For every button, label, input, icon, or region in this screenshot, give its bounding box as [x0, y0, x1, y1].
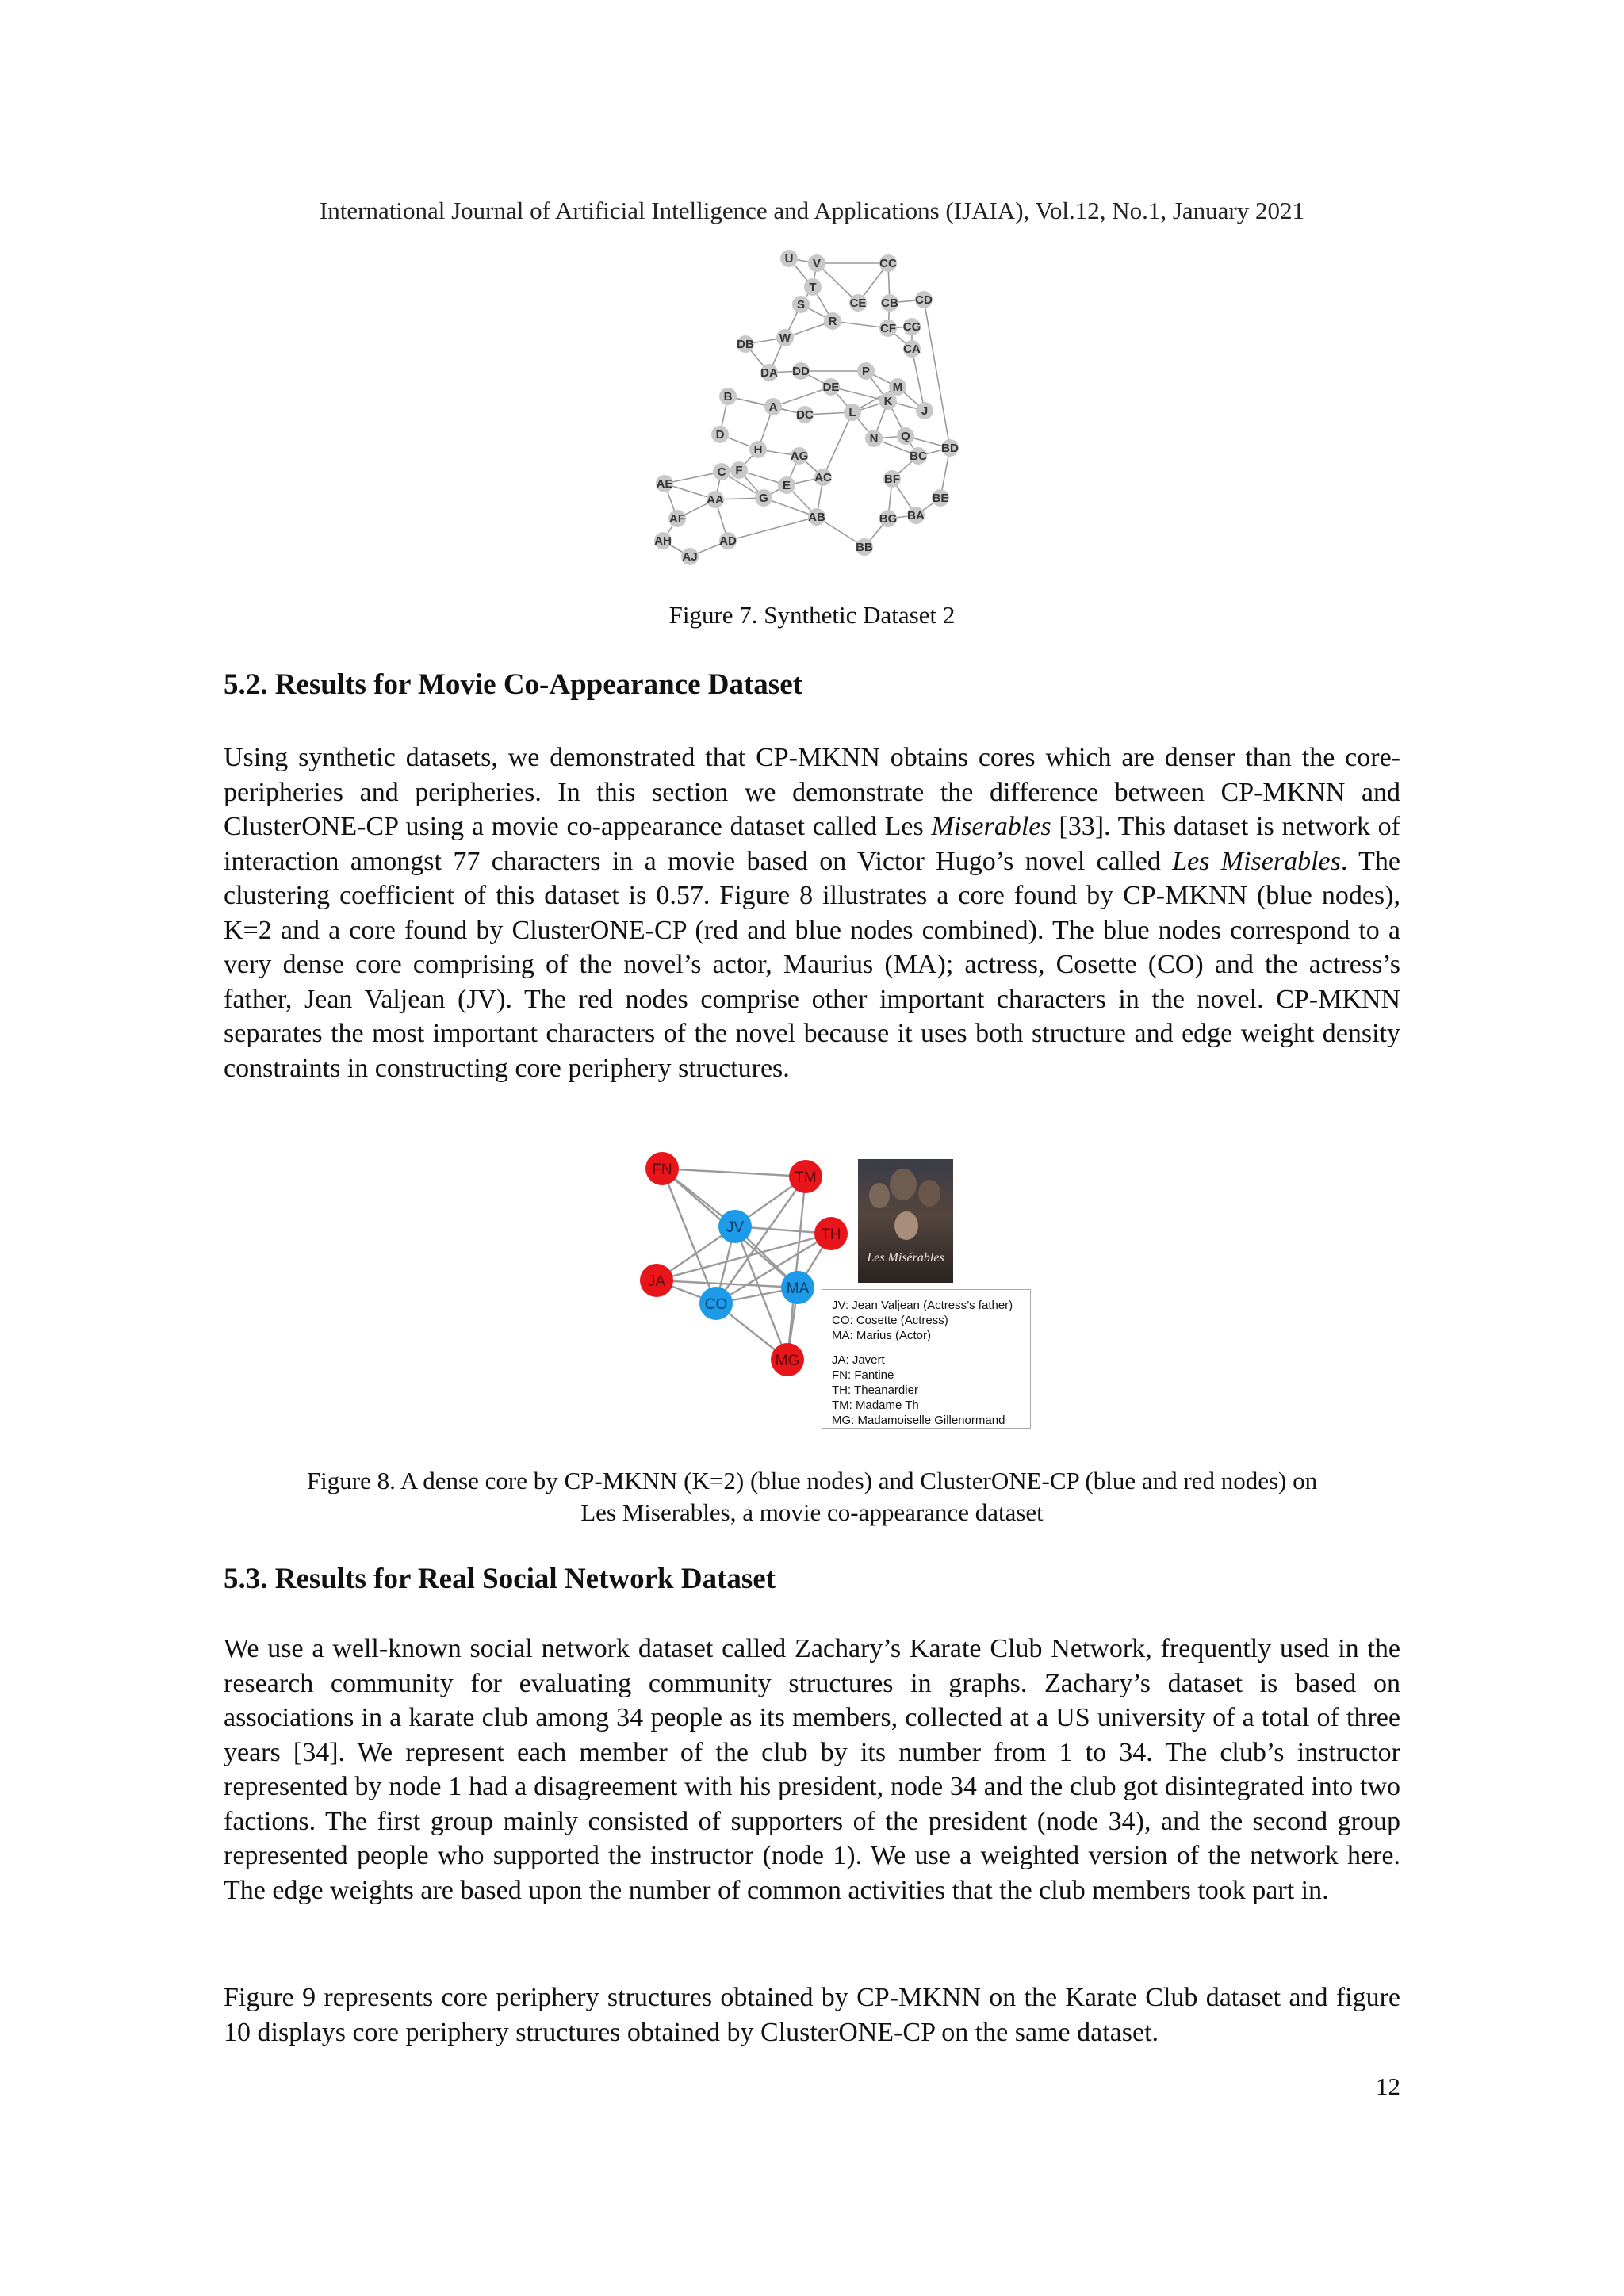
- svg-text:TH: TH: [821, 1226, 841, 1243]
- node-h: [749, 441, 767, 458]
- svg-text:BE: BE: [932, 492, 949, 505]
- edge: [728, 517, 817, 541]
- legend-item-jv: JV: Jean Valjean (Actress’s father): [832, 1299, 1013, 1312]
- section-5-2-title: 5.2. Results for Movie Co-Appearance Dataset: [224, 668, 802, 701]
- node-dd: [792, 362, 810, 380]
- svg-text:CB: CB: [881, 297, 898, 310]
- svg-text:BB: BB: [856, 541, 873, 554]
- node-p: [857, 362, 875, 380]
- svg-text:AH: AH: [654, 534, 672, 548]
- legend-item-ma: MA: Marius (Actor): [832, 1329, 932, 1342]
- svg-text:S: S: [796, 298, 806, 312]
- svg-text:V: V: [812, 257, 822, 270]
- svg-text:CC: CC: [879, 257, 897, 270]
- svg-text:DC: DC: [796, 408, 814, 422]
- svg-text:CG: CG: [902, 320, 921, 334]
- svg-text:AG: AG: [790, 450, 809, 463]
- legend-item-fn: FN: Fantine: [832, 1368, 894, 1382]
- svg-text:H: H: [753, 443, 763, 457]
- figure-7-caption: Figure 7. Synthetic Dataset 2: [668, 601, 956, 629]
- svg-text:JV: JV: [726, 1219, 745, 1236]
- node-bb: [856, 538, 873, 556]
- legend-item-tm: TM: Madame Th: [832, 1399, 919, 1412]
- section-5-2-paragraph: Using synthetic datasets, we demonstrated that CP-MKNN obtains cores which are denser than the core-peripheries and peripheries. In this section we demonstrate the difference between CP-MKNN and ClusterONE-CP using a movie co-appearance dataset called Les Miserables [33]. This dataset is network of interaction amongst 77 characters in a movie based on Victor Hugo’s novel called Les Miserables. The clustering coefficient of this dataset is 0.57. Figure 8 illustrates a core found by CP-MKNN (blue nodes), K=2 and a core found by ClusterONE-CP (red and blue nodes combined). The blue nodes correspond to a very dense core comprising of the novel’s actor, Maurius (MA); actress, Cosette (CO) and the actress’s father, Jean Valjean (JV). The red nodes comprise other important characters in the novel. CP-MKNN separates the most important characters of the novel because it uses both structure and edge weight density constraints in constructing core periphery structures.: [224, 743, 1400, 1083]
- node-r: [824, 312, 841, 330]
- node-n: [865, 430, 883, 447]
- node-q: [897, 427, 914, 445]
- svg-text:CE: CE: [849, 297, 867, 310]
- node-ca: [903, 340, 921, 358]
- svg-text:TM: TM: [795, 1169, 817, 1186]
- svg-text:W: W: [779, 331, 791, 345]
- svg-text:AA: AA: [707, 493, 724, 507]
- node-ba: [907, 507, 925, 524]
- node-ad: [719, 532, 737, 549]
- figure-8-network: [626, 1142, 848, 1380]
- page-number: 12: [1376, 2072, 1400, 2100]
- svg-text:N: N: [869, 432, 879, 446]
- svg-text:J: J: [921, 404, 929, 418]
- node-a: [764, 398, 782, 415]
- svg-text:C: C: [717, 465, 726, 479]
- node-u: [780, 250, 798, 267]
- node-de: [822, 378, 840, 396]
- node-aj: [681, 548, 699, 565]
- node-bg: [879, 510, 898, 527]
- node-mg: [771, 1343, 804, 1376]
- node-c: [713, 463, 730, 480]
- svg-text:BF: BF: [884, 473, 900, 486]
- svg-text:AJ: AJ: [682, 550, 698, 564]
- svg-text:CF: CF: [880, 322, 896, 335]
- node-w: [776, 329, 794, 346]
- section-5-3-paragraph-1: We use a well-known social network dataset called Zachary’s Karate Club Network, frequently used in the research community for evaluating community structures in graphs. Zachary’s dataset is based on associations in a karate club among 34 people as its members, collected at a US university of a total of three years [34]. We represent each member of the club by its number from 1 to 34. The club’s instructor represented by node 1 had a disagreement with his president, node 34 and the club got disintegrated into two factions. The first group mainly consisted of supporters of the president (node 34), and the second group represented people who supported the instructor (node 1). We use a weighted version of the network here. The edge weights are based upon the number of common activities that the club members took part in.: [224, 1634, 1400, 1905]
- les-miserables-poster-image: [858, 1159, 953, 1283]
- node-ce: [849, 294, 867, 312]
- figure-7-network: [650, 246, 983, 579]
- svg-text:Q: Q: [901, 430, 910, 443]
- node-db: [737, 335, 754, 353]
- edge: [665, 472, 722, 484]
- svg-text:BA: BA: [907, 509, 925, 522]
- node-d: [711, 426, 729, 443]
- svg-text:DA: DA: [760, 366, 778, 380]
- svg-text:D: D: [715, 428, 725, 442]
- node-k: [879, 392, 897, 410]
- node-aa: [707, 491, 724, 508]
- node-cc: [879, 254, 897, 272]
- node-dc: [796, 406, 814, 423]
- node-cb: [881, 294, 898, 312]
- edge: [823, 412, 852, 477]
- svg-text:JA: JA: [647, 1273, 666, 1290]
- node-cf: [879, 320, 897, 337]
- svg-text:L: L: [848, 406, 856, 419]
- svg-text:FN: FN: [652, 1161, 672, 1178]
- node-ag: [791, 447, 809, 465]
- legend-item-ja: JA: Javert: [832, 1353, 885, 1367]
- svg-text:AF: AF: [669, 512, 685, 526]
- node-s: [792, 296, 810, 313]
- svg-text:CD: CD: [915, 293, 933, 307]
- node-jv: [718, 1210, 752, 1243]
- svg-text:BG: BG: [879, 512, 898, 526]
- figure-8-legend: [822, 1289, 1031, 1429]
- svg-text:M: M: [892, 381, 903, 394]
- svg-text:DB: DB: [737, 338, 754, 351]
- node-ah: [654, 532, 672, 549]
- running-header: International Journal of Artificial Intelligence and Applications (IJAIA), Vol.12, No.1, January 2021: [319, 197, 1304, 224]
- svg-text:F: F: [735, 464, 743, 477]
- svg-text:AE: AE: [656, 477, 673, 491]
- node-j: [916, 402, 933, 419]
- node-l: [844, 404, 861, 421]
- node-bc: [910, 447, 927, 465]
- node-m: [889, 378, 906, 396]
- node-e: [778, 476, 795, 494]
- node-bd: [941, 439, 959, 457]
- node-g: [755, 489, 772, 507]
- svg-text:B: B: [723, 390, 733, 404]
- node-ja: [640, 1264, 673, 1297]
- node-ma: [781, 1271, 814, 1304]
- svg-text:AB: AB: [808, 511, 825, 524]
- legend-item-co: CO: Cosette (Actress): [832, 1314, 948, 1327]
- svg-text:BD: BD: [941, 442, 959, 455]
- legend-item-th: TH: Theanardier: [832, 1383, 918, 1397]
- node-th: [814, 1217, 848, 1250]
- svg-text:DE: DE: [822, 381, 840, 394]
- svg-text:DD: DD: [792, 365, 810, 378]
- node-ae: [656, 475, 673, 492]
- node-be: [932, 489, 949, 507]
- node-tm: [789, 1160, 822, 1193]
- node-da: [760, 364, 778, 381]
- legend-item-mg: MG: Madamoiselle Gillenormand: [832, 1414, 1005, 1427]
- poster-title: Les Misérables: [867, 1251, 944, 1265]
- node-t: [804, 278, 822, 296]
- node-fn: [645, 1152, 679, 1185]
- edge: [924, 300, 950, 448]
- node-bf: [883, 470, 901, 488]
- section-5-3-paragraph-2: Figure 9 represents core periphery structures obtained by CP-MKNN on the Karate Club dataset and figure 10 displays core periphery structures obtained by ClusterONE-CP on the same dataset.: [224, 1983, 1400, 2047]
- node-v: [808, 254, 825, 272]
- node-af: [668, 510, 686, 527]
- node-co: [699, 1287, 733, 1320]
- figure-8-caption: Figure 8. A dense core by CP-MKNN (K=2) (blue nodes) and ClusterONE-CP (blue and red nodes) on Les Miserables, a movie co-appearance dataset: [306, 1467, 1318, 1526]
- svg-text:CO: CO: [704, 1296, 728, 1313]
- svg-text:A: A: [768, 400, 778, 414]
- svg-text:AC: AC: [814, 471, 832, 484]
- svg-text:E: E: [782, 479, 791, 492]
- svg-text:U: U: [784, 252, 794, 266]
- node-ac: [814, 469, 832, 486]
- svg-text:G: G: [759, 492, 768, 505]
- svg-text:CA: CA: [903, 342, 921, 356]
- node-f: [730, 461, 748, 479]
- node-cd: [915, 291, 933, 308]
- node-ab: [808, 508, 825, 526]
- svg-text:P: P: [861, 365, 871, 378]
- svg-text:BC: BC: [910, 450, 927, 463]
- svg-text:K: K: [883, 395, 893, 408]
- section-5-3-title: 5.3. Results for Real Social Network Dataset: [224, 1563, 776, 1595]
- svg-text:MG: MG: [775, 1353, 800, 1369]
- svg-text:MA: MA: [786, 1280, 810, 1297]
- node-b: [719, 388, 737, 405]
- node-cg: [903, 318, 921, 335]
- svg-text:AD: AD: [719, 534, 737, 548]
- svg-text:T: T: [809, 281, 817, 294]
- svg-text:R: R: [828, 315, 837, 328]
